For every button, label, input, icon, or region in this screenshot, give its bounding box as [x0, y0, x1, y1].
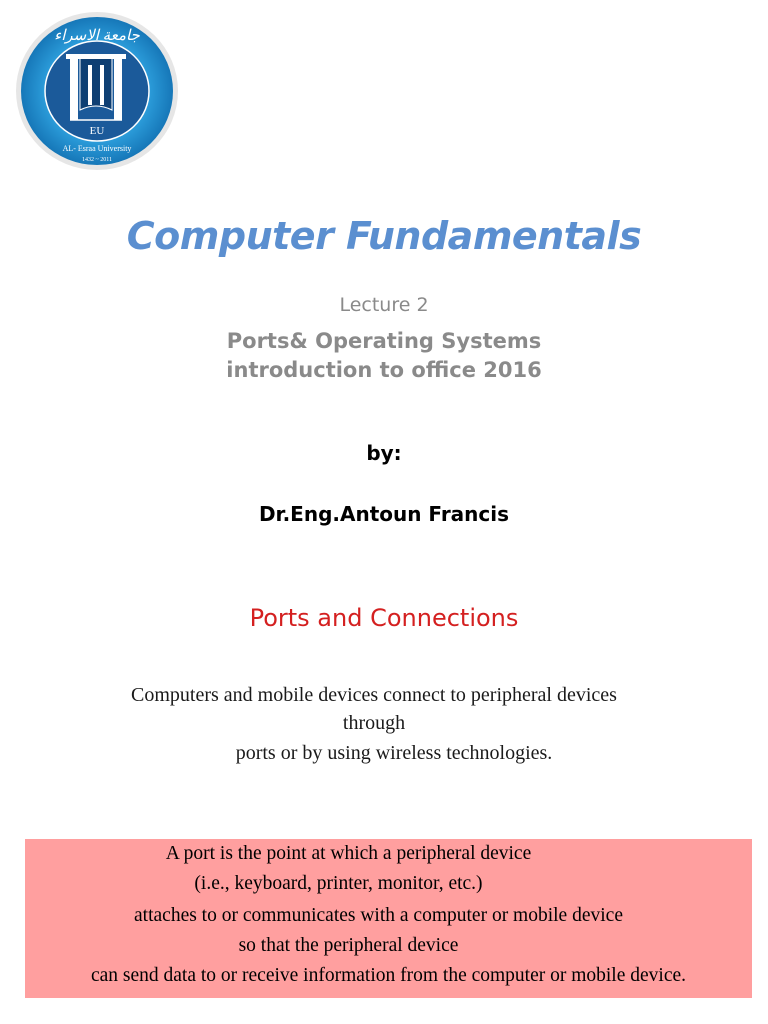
definition-box [25, 839, 752, 998]
by-label: by: [366, 441, 402, 465]
intro-line-2: through [342, 712, 406, 734]
logo-years: 1432 ~ 2011 [81, 157, 113, 163]
logo-arabic-text: جامعة الاسراء [54, 28, 140, 44]
university-seal-icon [14, 10, 180, 172]
logo-letters: EU [89, 125, 105, 137]
section-heading: Ports and Connections [249, 604, 519, 632]
logo-university-name: AL- Esraa University [62, 144, 132, 153]
subtitle-line-1: Ports& Operating Systems [226, 329, 542, 353]
definition-line-2: (i.e., keyboard, printer, monitor, etc.) [194, 873, 483, 894]
intro-line-1 [0, 684, 768, 707]
subtitle-line-2: introduction to office 2016 [226, 358, 542, 382]
definition-line-1: A port is the point at which a peripheral device [165, 843, 532, 864]
definition-line-3: attaches to or communicates with a computer or mobile device [134, 905, 623, 926]
lecture-number: Lecture 2 [339, 294, 429, 316]
definition-line-5: can send data to or receive information from the computer or mobile device. [90, 965, 687, 986]
intro-line-1-text: Computers and mobile devices connect to peripheral devices [131, 684, 617, 706]
university-logo [14, 10, 180, 172]
author-name: Dr.Eng.Antoun Francis [258, 502, 510, 526]
definition-line-4: so that the peripheral device [238, 935, 459, 956]
page-title: Computer Fundamentals [126, 214, 642, 258]
intro-line-3: ports or by using wireless technologies. [235, 742, 553, 764]
